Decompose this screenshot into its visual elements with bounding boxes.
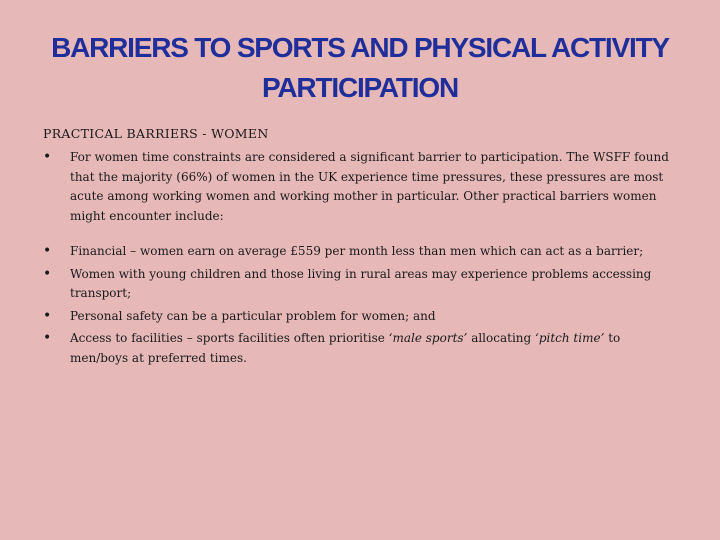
- bullet-icon: •: [43, 243, 52, 259]
- bullet-text-middle: allocating: [467, 331, 536, 345]
- bullet-text-before: Access to facilities – sports facilities often prioritise: [70, 331, 389, 345]
- bullet-list: [43, 148, 673, 368]
- list-item: [43, 329, 673, 368]
- list-item: [43, 307, 673, 327]
- list-item: [43, 148, 673, 226]
- bullet-icon: •: [43, 307, 52, 324]
- slide-title: BARRIERS TO SPORTS AND PHYSICAL ACTIVITY PARTICIPATION: [51, 32, 669, 103]
- bullet-text: Women with young children and those living in rural areas may experience problems accessing transport;: [70, 266, 652, 300]
- bullet-text: Financial – women earn on average £559 per month less than men which can act as a barrier;: [70, 244, 644, 258]
- list-item: [43, 265, 673, 304]
- bullet-icon: •: [43, 265, 52, 282]
- bullet-text: Personal safety can be a particular problem for women; and: [70, 308, 436, 323]
- list-item: [43, 242, 673, 262]
- section-subheading: PRACTICAL BARRIERS - WOMEN: [43, 126, 269, 141]
- bullet-icon: •: [43, 149, 52, 165]
- male-sports-phrase: ‘male sports’: [388, 331, 468, 345]
- pitch-time-phrase: ‘pitch time’: [535, 331, 605, 345]
- bullet-text-after: to men/boys at preferred times.: [70, 331, 621, 365]
- bullet-text: For women time constraints are considered a significant barrier to participation. The WSFF found that the majority (66%) of women in the UK experience time pressures, these pressures are most acute among working women and working mother in particular. Other practical barriers women might encounter include:: [70, 150, 669, 223]
- bullet-icon: •: [43, 330, 52, 346]
